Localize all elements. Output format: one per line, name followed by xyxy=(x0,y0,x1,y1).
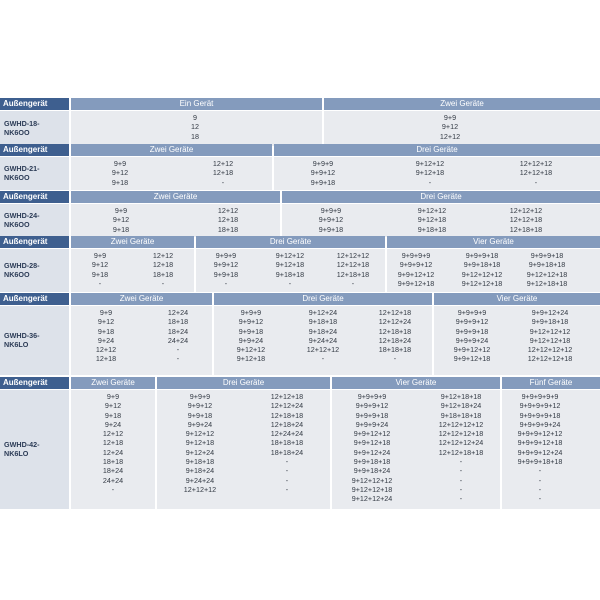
combination-value: 12+12+18 xyxy=(336,260,370,270)
model-block xyxy=(0,191,600,237)
combination-value: - xyxy=(111,484,115,494)
combination-value: 9+9+12 xyxy=(318,215,344,225)
model-label xyxy=(4,331,66,350)
combination-value: 9+12+18+24 xyxy=(440,401,482,411)
combination-value: 9+12+12+12 xyxy=(529,326,571,336)
combination-value: 9+9+9+24 xyxy=(455,335,489,345)
combination-value: 9+18+18 xyxy=(308,317,338,327)
combination-column xyxy=(191,251,261,288)
model-label-line: NK6OO xyxy=(4,220,30,229)
combination-value: 18+18 xyxy=(217,224,239,234)
group-header: Ein Gerät xyxy=(71,98,322,110)
combination-value: 12+18 xyxy=(152,260,174,270)
combination-value: 9+9+9+12+24 xyxy=(517,447,563,457)
group-header: Zwei Geräte xyxy=(324,98,600,110)
combination-value: 9+12+12 xyxy=(236,345,266,355)
combination-value: 12+12 xyxy=(102,429,124,439)
combination-value: - xyxy=(321,354,325,364)
combination-value: 9+18+24 xyxy=(185,466,215,476)
combination-value: - xyxy=(285,484,289,494)
combination-value: 9+9+12+12 xyxy=(353,429,391,439)
group-header: Vier Geräte xyxy=(332,377,500,389)
combination-value: 12+12 xyxy=(152,251,174,260)
group-header: Drei Geräte xyxy=(274,144,600,156)
combination-value: 9+18+24 xyxy=(308,326,338,336)
combination-value: 9+9+24 xyxy=(187,419,213,429)
combination-column xyxy=(491,206,561,234)
combination-value: 9+9+18+24 xyxy=(353,466,391,476)
combination-value: 9+24 xyxy=(97,335,115,345)
combination-column xyxy=(288,159,358,187)
combination-column xyxy=(415,113,485,141)
combination-value: 9+12+12 xyxy=(417,206,447,215)
combination-value: - xyxy=(534,177,538,187)
combination-value: 18+18+18 xyxy=(270,438,304,448)
combination-value: 9+12+18 xyxy=(275,260,305,270)
combination-value: 9+9+9+9+18 xyxy=(519,410,561,420)
combination-value: 12+12 xyxy=(217,206,239,215)
combination-value: 12+12+12 xyxy=(519,159,553,168)
combination-value: 12+12+18+18 xyxy=(438,447,484,457)
model-label-line: NK6OO xyxy=(4,128,30,137)
outdoor-unit-header: Außengerät xyxy=(0,191,69,203)
combination-value: 9+18+18 xyxy=(185,457,215,467)
combination-value: 9+12+18+18 xyxy=(440,392,482,401)
model-label-line: GWHD-21- xyxy=(4,163,40,173)
combination-value: 9+9 xyxy=(106,392,120,401)
combination-value: - xyxy=(538,484,542,494)
combination-column xyxy=(505,392,575,504)
model-cell xyxy=(0,111,69,146)
combination-value: 12+12+24 xyxy=(270,401,304,411)
model-label-line: GWHD-18- xyxy=(4,118,40,128)
combination-value: 9+9+12+24 xyxy=(353,447,391,457)
combination-value: - xyxy=(285,475,289,485)
group-header: Drei Geräte xyxy=(282,191,600,203)
group-header: Zwei Geräte xyxy=(71,293,212,305)
combination-value: 12+12 xyxy=(439,131,461,141)
combination-value: 9+9 xyxy=(99,308,113,317)
combination-value: - xyxy=(393,354,397,364)
model-block xyxy=(0,144,600,190)
combination-value: 12+12 xyxy=(95,345,117,355)
combination-value: 9+12+12+12 xyxy=(351,475,393,485)
combination-value: - xyxy=(459,466,463,476)
combination-column xyxy=(160,113,230,141)
model-label-line: NK6OO xyxy=(4,173,30,182)
combination-value: 9+9+18+18 xyxy=(353,457,391,467)
combination-value: 18+24 xyxy=(102,466,124,476)
combination-value: 9+9+9 xyxy=(189,392,211,401)
combination-column xyxy=(86,206,156,234)
combination-value: 12+18 xyxy=(102,438,124,448)
combination-value: - xyxy=(98,278,102,288)
outdoor-unit-header: Außengerät xyxy=(0,377,69,389)
model-label-line: GWHD-24- xyxy=(4,210,40,220)
combination-value: 9+12 xyxy=(104,401,122,411)
combination-value: 9+12+12+18 xyxy=(351,484,393,494)
combination-value: 9+18+18 xyxy=(417,224,447,234)
combination-value: 9+12+18 xyxy=(236,354,266,364)
combination-value: 9+12 xyxy=(441,122,459,132)
combination-value: 9+12 xyxy=(112,215,130,225)
combination-value: 12+18+18 xyxy=(509,224,543,234)
combination-value: 12+24 xyxy=(167,308,189,317)
combination-value: 9+12+12+24 xyxy=(351,494,393,504)
combination-value: 9+9+9+9+24 xyxy=(519,419,561,429)
model-cell xyxy=(0,204,69,237)
combination-value: - xyxy=(288,278,292,288)
combination-column xyxy=(296,206,366,234)
combination-value: 9+9+9+12 xyxy=(355,401,389,411)
combination-value: 9+9+9+9+12 xyxy=(519,401,561,411)
combination-value: 24+24 xyxy=(167,335,189,345)
combination-value: 12+18+18 xyxy=(336,269,370,279)
combination-value: 9+12 xyxy=(97,317,115,327)
combination-column xyxy=(78,392,148,494)
outdoor-unit-header: Außengerät xyxy=(0,293,69,305)
combination-value: - xyxy=(459,484,463,494)
model-cell xyxy=(0,249,69,292)
combination-value: 9+9+9+18 xyxy=(465,251,499,260)
combination-value: 9+9+12+18 xyxy=(397,278,435,288)
combination-value: 18+24 xyxy=(167,326,189,336)
combination-value: - xyxy=(285,466,289,476)
model-label-line: NK6OO xyxy=(4,270,30,279)
combination-value: 9+9+9+9 xyxy=(457,308,487,317)
model-block xyxy=(0,236,600,292)
combination-value: - xyxy=(351,278,355,288)
combination-value: 9+9+12 xyxy=(187,401,213,411)
combination-value: 9+18 xyxy=(112,224,130,234)
group-header: Zwei Geräte xyxy=(71,191,280,203)
combination-value: - xyxy=(538,475,542,485)
combination-column xyxy=(395,159,465,187)
combination-value: 12+12+12 xyxy=(306,345,340,355)
combination-column xyxy=(255,251,325,288)
combination-value: 12+12+12 xyxy=(509,206,543,215)
outdoor-unit-header: Außengerät xyxy=(0,98,69,110)
combination-value: 18+18+24 xyxy=(270,447,304,457)
combination-value: 9+12+18+18 xyxy=(526,278,568,288)
combination-column xyxy=(426,392,496,504)
combination-value: 12+18+18 xyxy=(270,410,304,420)
combination-column xyxy=(512,251,582,288)
combination-value: 9+9+9 xyxy=(312,159,334,168)
combination-value: 9+18 xyxy=(111,177,129,187)
group-header: Zwei Geräte xyxy=(71,144,272,156)
combination-column xyxy=(143,308,213,364)
combination-value: 12+12 xyxy=(212,159,234,168)
combination-column xyxy=(381,251,451,288)
combination-value: 9+9+12+18 xyxy=(453,354,491,364)
combination-column xyxy=(165,392,235,494)
combination-value: 9+12+18 xyxy=(185,438,215,448)
combination-column xyxy=(128,251,198,288)
combination-value: 9+9+9+24 xyxy=(355,419,389,429)
combination-value: - xyxy=(221,177,225,187)
combination-value: 18+18 xyxy=(102,457,124,467)
combination-value: 9+9+18 xyxy=(238,326,264,336)
combination-column xyxy=(397,206,467,234)
model-label xyxy=(4,164,66,183)
combination-value: - xyxy=(161,278,165,288)
group-header: Drei Geräte xyxy=(157,377,330,389)
combination-value: 9+9 xyxy=(93,251,107,260)
combination-value: 9+9 xyxy=(114,206,128,215)
combination-value: - xyxy=(459,457,463,467)
model-label-line: GWHD-42- xyxy=(4,439,40,449)
model-block xyxy=(0,377,600,509)
combination-value: 9+12 xyxy=(91,260,109,270)
combination-value: 9+9+18+18 xyxy=(463,260,501,270)
model-label xyxy=(4,211,66,230)
combination-value: 9+24+24 xyxy=(185,475,215,485)
model-cell xyxy=(0,306,69,375)
combination-value: - xyxy=(176,345,180,355)
combination-value: 9+12+18 xyxy=(415,168,445,178)
combination-value: 9+9+12 xyxy=(310,168,336,178)
combination-value: 12+12+18 xyxy=(519,168,553,178)
combination-column xyxy=(318,251,388,288)
combination-value: 9+9+18+18 xyxy=(531,317,569,327)
model-label xyxy=(4,119,66,138)
combination-value: - xyxy=(224,278,228,288)
combination-value: 9+9+12+12 xyxy=(397,269,435,279)
combination-value: 12+12+24 xyxy=(378,317,412,327)
combination-value: 18+18 xyxy=(167,317,189,327)
combination-column xyxy=(437,308,507,364)
combination-value: 9+12+12 xyxy=(415,159,445,168)
model-cell xyxy=(0,390,69,509)
combination-column xyxy=(65,251,135,288)
combination-value: 9+9+9+9 xyxy=(401,251,431,260)
combination-value: 9+24 xyxy=(104,419,122,429)
combination-value: 12+12+12+12 xyxy=(527,345,573,355)
combination-column xyxy=(71,308,141,364)
combination-value: 9+9+9 xyxy=(240,308,262,317)
combination-value: 9+9+9 xyxy=(215,251,237,260)
combination-value: 18 xyxy=(191,131,199,141)
combination-value: 9+12+18 xyxy=(417,215,447,225)
combination-value: - xyxy=(538,494,542,504)
combination-value: 12+12+18 xyxy=(270,392,304,401)
combination-value: 9+9+9 xyxy=(320,206,342,215)
combination-value: 9+9+9+9 xyxy=(357,392,387,401)
combination-value: - xyxy=(459,475,463,485)
combination-value: 9+12+12+18 xyxy=(461,278,503,288)
combination-value: 9+12+12+18 xyxy=(529,335,571,345)
combination-value: 12+12+18 xyxy=(509,215,543,225)
combination-value: 9+18 xyxy=(104,410,122,420)
combination-value: 9+9+9+12+12 xyxy=(517,429,563,439)
model-label xyxy=(4,261,66,280)
combination-value: 9+9+18 xyxy=(187,410,213,420)
combination-column xyxy=(188,159,258,187)
combination-value: 9+12+12 xyxy=(185,429,215,439)
group-header: Drei Geräte xyxy=(196,236,385,248)
combination-value: 9+18+18 xyxy=(275,269,305,279)
group-header: Fünf Geräte xyxy=(502,377,600,389)
group-header: Vier Geräte xyxy=(434,293,600,305)
combination-value: 12+24+24 xyxy=(270,429,304,439)
model-label xyxy=(4,440,66,459)
combination-value: 9+18+18+18 xyxy=(440,410,482,420)
combination-column xyxy=(216,308,286,364)
combination-value: 12+12+12+12 xyxy=(438,419,484,429)
combination-value: - xyxy=(285,457,289,467)
combination-value: 9+9+18 xyxy=(310,177,336,187)
combination-value: 9+9+18 xyxy=(318,224,344,234)
combination-value: 12+12+12 xyxy=(183,484,217,494)
combination-value: 9+9+18 xyxy=(213,269,239,279)
model-block xyxy=(0,98,600,146)
model-label-line: GWHD-36- xyxy=(4,330,40,340)
combination-value: - xyxy=(428,177,432,187)
combination-column xyxy=(288,308,358,364)
combination-value: 9+9+24 xyxy=(238,335,264,345)
combination-value: 9+9+12 xyxy=(213,260,239,270)
combination-value: 18+18+18 xyxy=(378,345,412,355)
combination-column xyxy=(85,159,155,187)
model-block xyxy=(0,293,600,375)
outdoor-unit-header: Außengerät xyxy=(0,144,69,156)
combination-value: 9+9+9+18 xyxy=(455,326,489,336)
combination-value: 9+12+24 xyxy=(308,308,338,317)
combination-value: 9+9 xyxy=(113,159,127,168)
combination-value: 12+12+12+18 xyxy=(527,354,573,364)
combination-value: - xyxy=(538,466,542,476)
combination-value: 9+18 xyxy=(97,326,115,336)
combination-value: 12+12+12 xyxy=(336,251,370,260)
combination-value: 9+12+24 xyxy=(185,447,215,457)
combination-column xyxy=(360,308,430,364)
combination-value: 12+18 xyxy=(217,215,239,225)
combination-value: 12+18+24 xyxy=(270,419,304,429)
combination-value: - xyxy=(459,494,463,504)
model-cell xyxy=(0,157,69,190)
combination-value: 9+18 xyxy=(91,269,109,279)
combination-value: 12+18 xyxy=(95,354,117,364)
combination-value: 9+9+12+18 xyxy=(353,438,391,448)
combination-value: 12+18+24 xyxy=(378,335,412,345)
combination-value: 12+12+12+24 xyxy=(438,438,484,448)
combination-value: 9+12+12+12 xyxy=(461,269,503,279)
combination-value: 9+24+24 xyxy=(308,335,338,345)
combination-value: 24+24 xyxy=(102,475,124,485)
combination-column xyxy=(252,392,322,494)
combination-value: 9+12+12+18 xyxy=(526,269,568,279)
combination-value: 12+24 xyxy=(102,447,124,457)
combination-column xyxy=(447,251,517,288)
combination-value: 9+9+9+9+9 xyxy=(521,392,559,401)
combination-column xyxy=(193,206,263,234)
combination-value: 9+9 xyxy=(443,113,457,122)
combination-column xyxy=(515,308,585,364)
combination-column xyxy=(501,159,571,187)
combination-value: 12+18 xyxy=(212,168,234,178)
combination-value: 9+9+18+18 xyxy=(528,260,566,270)
group-header: Vier Geräte xyxy=(387,236,600,248)
combination-value: 18+18 xyxy=(152,269,174,279)
outdoor-unit-header: Außengerät xyxy=(0,236,69,248)
combination-value: 9+9+12 xyxy=(238,317,264,327)
model-label-line: NK6LO xyxy=(4,340,29,349)
model-label-line: NK6LO xyxy=(4,449,29,458)
combination-value: 12+18+18 xyxy=(378,326,412,336)
group-header: Zwei Geräte xyxy=(71,377,155,389)
combination-value: - xyxy=(176,354,180,364)
combination-value: 12+12+12+18 xyxy=(438,429,484,439)
combination-value: 9+9+9+12 xyxy=(399,260,433,270)
combination-value: 9+12+12 xyxy=(275,251,305,260)
group-header: Zwei Geräte xyxy=(71,236,194,248)
group-header: Drei Geräte xyxy=(214,293,432,305)
combination-value: 12 xyxy=(191,122,199,132)
combination-value: 9+9+12+24 xyxy=(531,308,569,317)
combination-value: 9+9+9+18 xyxy=(530,251,564,260)
combination-column xyxy=(337,392,407,504)
combination-value: 9 xyxy=(193,113,197,122)
combination-value: 9+9+9+12+18 xyxy=(517,438,563,448)
combination-value: 9+9+9+12 xyxy=(455,317,489,327)
combination-value: 9+12 xyxy=(111,168,129,178)
model-label-line: GWHD-28- xyxy=(4,260,40,270)
combination-value: 9+9+12+12 xyxy=(453,345,491,355)
combination-value: 9+9+9+18+18 xyxy=(517,457,563,467)
combination-value: 9+9+9+18 xyxy=(355,410,389,420)
combination-value: 12+12+18 xyxy=(378,308,412,317)
